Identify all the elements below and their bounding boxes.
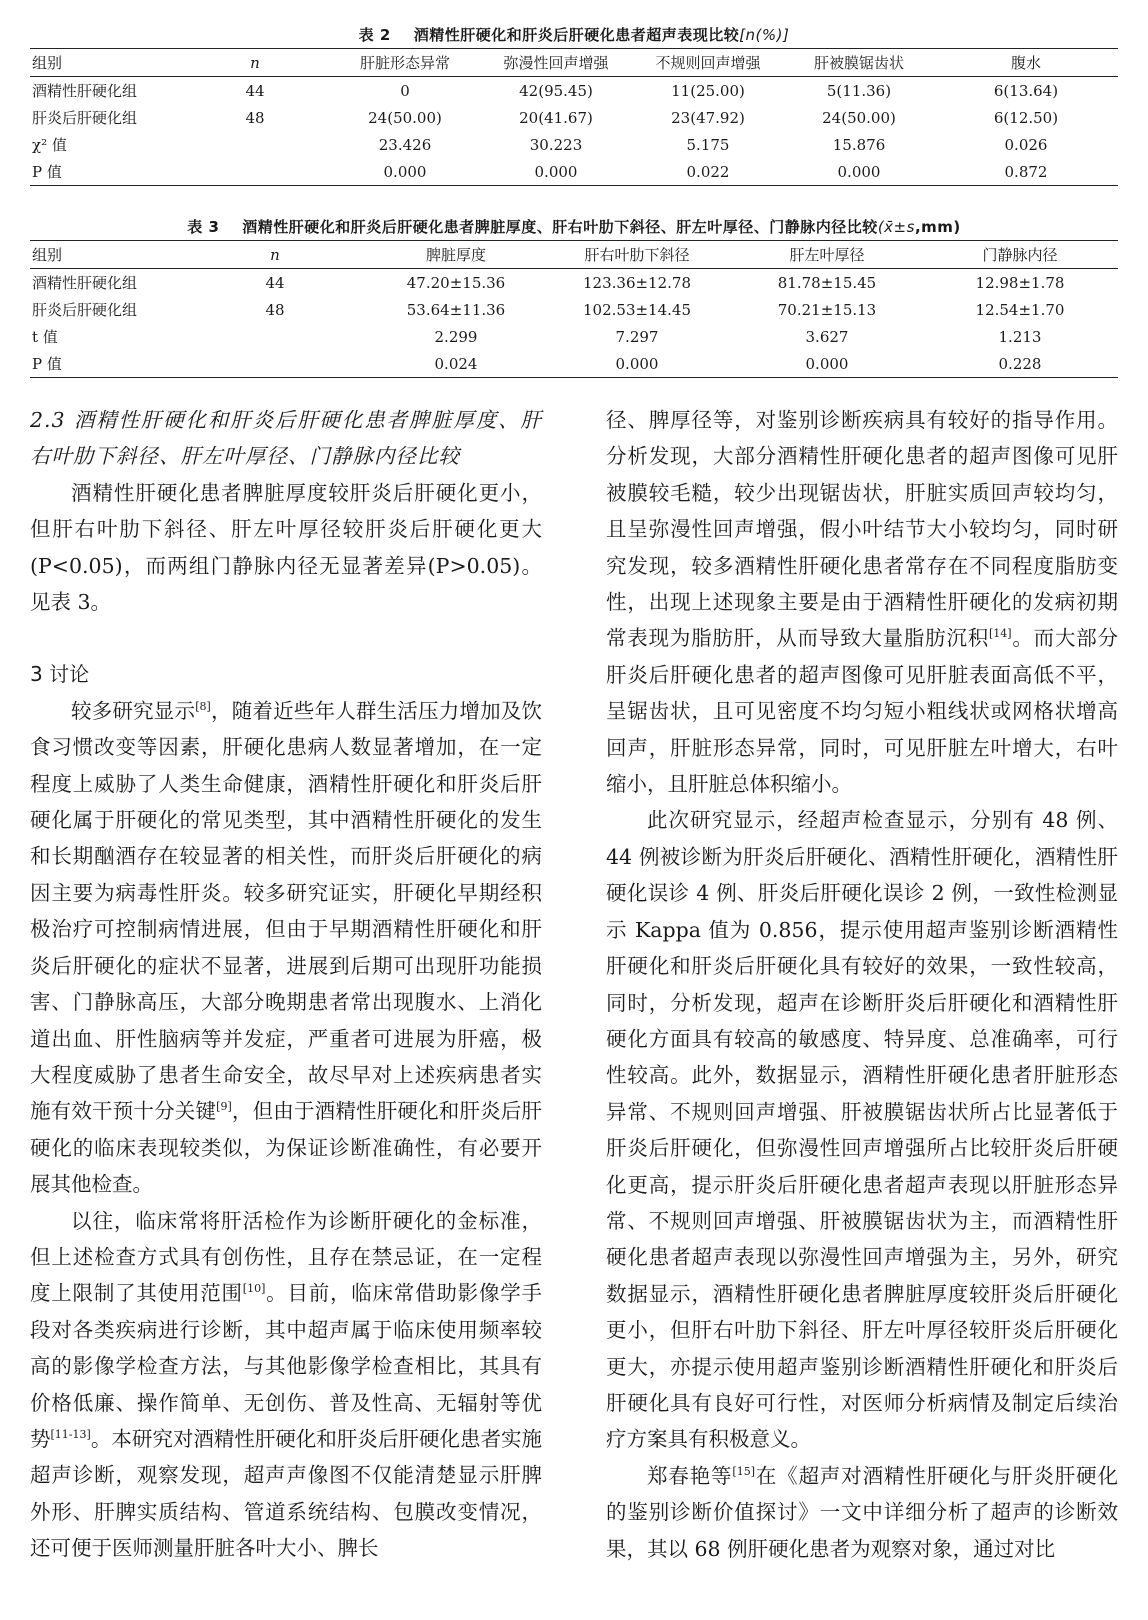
table2-cell: 0.026 xyxy=(1004,135,1048,154)
table2-column-header: n xyxy=(180,49,330,77)
table2-cell xyxy=(180,131,330,158)
table2-cell xyxy=(180,158,330,186)
table2-row xyxy=(30,104,1118,131)
table3-caption-title: 酒精性肝硬化和肝炎后肝硬化患者脾脏厚度、肝右叶肋下斜径、肝左叶厚径、门静脉内径比较 xyxy=(242,218,878,236)
table3-column-header: 肝右叶肋下斜径 xyxy=(542,241,732,269)
table2-cell: 5.175 xyxy=(686,135,730,154)
table3-column-header: 肝左叶厚径 xyxy=(732,241,922,269)
table2-column-header: 弥漫性回声增强 xyxy=(480,49,632,77)
table2-column-header: 不规则回声增强 xyxy=(632,49,784,77)
right-column xyxy=(606,402,1118,1567)
table3-cell: 2.299 xyxy=(434,327,478,346)
table3-caption-unit-mm: ,mm) xyxy=(914,218,961,236)
table3-row-label: 酒精性肝硬化组 xyxy=(32,274,138,292)
table2-cell: 44 xyxy=(245,81,265,100)
table3-cell: 0.024 xyxy=(370,350,542,378)
table2-cell: 0.000 xyxy=(330,158,480,186)
paragraph-results-2-3: 酒精性肝硬化患者脾脏厚度较肝炎后肝硬化更小，但肝右叶肋下斜径、肝左叶厚径较肝炎后肝硬化更大(P<0.05)，而两组门静脉内径无显著差异(P>0.05)。见表 3。 xyxy=(30,480,542,615)
table2-caption-unit: [n(%)] xyxy=(739,26,790,44)
table2-row-label: 酒精性肝硬化组 xyxy=(32,82,138,100)
table3-cell: 47.20±15.36 xyxy=(406,273,506,292)
table3-column-header: n xyxy=(180,241,370,269)
table2-cell: 0.000 xyxy=(784,158,934,186)
table2-cell: 42(95.45) xyxy=(519,81,593,100)
table3-column-header: 脾脏厚度 xyxy=(370,241,542,269)
table2 xyxy=(30,48,1118,186)
table2-row-label: χ² 值 xyxy=(32,136,67,154)
table2-cell: 23.426 xyxy=(378,135,432,154)
table3-column-header: 组别 xyxy=(30,241,180,269)
table3-row-label: P 值 xyxy=(30,350,180,378)
table2-cell: 30.223 xyxy=(529,135,583,154)
table3-cell: 44 xyxy=(265,273,285,292)
table2-column-header: 肝脏形态异常 xyxy=(330,49,480,77)
table3-caption-unit: (x̄±s xyxy=(877,218,915,236)
table3-cell: 81.78±15.45 xyxy=(777,273,877,292)
table3-caption xyxy=(30,216,1118,237)
table3-row-label: 肝炎后肝硬化组 xyxy=(32,301,138,319)
table3-row-label: t 值 xyxy=(32,328,58,346)
citation-11-13: [11-13] xyxy=(50,1428,91,1442)
table3-cell: 0.000 xyxy=(542,350,732,378)
table3-cell: 12.98±1.78 xyxy=(975,273,1065,292)
table2-cell: 20(41.67) xyxy=(519,108,593,127)
section-heading-discussion: 3 讨论 xyxy=(30,662,90,687)
left-column xyxy=(30,402,542,1567)
table2-row xyxy=(30,77,1118,105)
table2-cell: 6(12.50) xyxy=(993,108,1059,127)
table3-cell: 70.21±15.13 xyxy=(777,300,877,319)
table3-row xyxy=(30,323,1118,350)
table2-cell: 5(11.36) xyxy=(826,81,892,100)
table3-cell: 12.54±1.70 xyxy=(975,300,1065,319)
table3-cell: 102.53±14.45 xyxy=(583,300,691,319)
table3-cell: 53.64±11.36 xyxy=(406,300,506,319)
table3-cell: 3.627 xyxy=(805,327,849,346)
table3-cell: 0.000 xyxy=(732,350,922,378)
paragraph-discussion-continued: 径、脾厚径等，对鉴别诊断疾病具有较好的指导作用。分析发现，大部分酒精性肝硬化患者的超声图像可见肝被膜较毛糙，较少出现锯齿状，肝脏实质回声较均匀，且呈弥漫性回声增强，假小叶结节大小较均匀，同时研究发现，较多酒精性肝硬化患者常存在不同程度脂肪变性，出现上述现象主要是由于酒精性肝硬化的发病初期常表现为脂肪肝，从而导致大量脂肪沉积[14]。而大部分肝炎后肝硬化患者的超声图像可见肝脏表面高低不平，呈锯齿状，且可见密度不均匀短小粗线状或网格状增高回声，肝脏形态异常，同时，可见肝脏左叶增大，右叶缩小，且肝脏总体积缩小。 xyxy=(606,408,1119,797)
table2-column-header: 腹水 xyxy=(934,49,1118,77)
table3-cell: 0.228 xyxy=(922,350,1118,378)
table2-row xyxy=(30,131,1118,158)
table2-row-label: 肝炎后肝硬化组 xyxy=(32,109,138,127)
table3-cell: 1.213 xyxy=(998,327,1042,346)
paragraph-discussion-1: 较多研究显示[8]，随着近些年人群生活压力增加及饮食习惯改变等因素，肝硬化患病人数显著增加，在一定程度上威胁了人类生命健康，酒精性肝硬化和肝炎后肝硬化属于肝硬化的常见类型，其中酒精性肝硬化的发生和长期酗酒存在较显著的相关性，而肝炎后肝硬化的病因主要为病毒性肝炎。较多研究证实，肝硬化早期经积极治疗可控制病情进展，但由于早期酒精性肝硬化和肝炎后肝硬化的症状不显著，进展到后期可出现肝功能损害、门静脉高压，大部分晚期患者常出现腹水、上消化道出血、肝性脑病等并发症，严重者可进展为肝癌，极大程度威胁了患者生命安全，故尽早对上述疾病患者实施有效干预十分关键[9]，但由于酒精性肝硬化和肝炎后肝硬化的临床表现较类似，为保证诊断准确性，有必要开展其他检查。 xyxy=(30,698,543,1197)
table3-cell: 48 xyxy=(265,300,285,319)
table3-row xyxy=(30,350,1118,378)
paragraph-discussion-3: 此次研究显示，经超声检查显示，分别有 48 例、44 例被诊断为肝炎后肝硬化、酒精性肝硬化，酒精性肝硬化误诊 4 例、肝炎后肝硬化误诊 2 例，一致性检测显示 Kappa 值为 0.856，提示使用超声鉴别诊断酒精性肝硬化和肝炎后肝硬化具有较好的效果，一致性较高，同时，分析发现，超声在诊断肝炎后肝硬化和酒精性肝硬化方面具有较高的敏感度、特异度、总准确率，可行性较高。此外，数据显示，酒精性肝硬化患者肝脏形态异常、不规则回声增强、肝被膜锯齿状所占比显著低于肝炎后肝硬化，但弥漫性回声增强所占比较肝炎后肝硬化更高，提示肝炎后肝硬化患者超声表现以肝脏形态异常、不规则回声增强、肝被膜锯齿状为主，而酒精性肝硬化患者超声表现以弥漫性回声增强为主，另外，研究数据显示，酒精性肝硬化患者脾脏厚度较肝炎后肝硬化更小，但肝右叶肋下斜径、肝左叶厚径较肝炎后肝硬化更大，亦提示使用超声鉴别诊断酒精性肝硬化和肝炎后肝硬化具有良好可行性，对医师分析病情及制定后续治疗方案具有积极意义。 xyxy=(606,808,1118,1452)
table2-row xyxy=(30,158,1118,186)
citation-10: [10] xyxy=(242,1282,266,1296)
paragraph-discussion-4: 郑春艳等[15]在《超声对酒精性肝硬化与肝炎肝硬化的鉴别诊断价值探讨》一文中详细分析了超声的诊断效果，其以 68 例肝硬化患者为观察对象，通过对比 xyxy=(606,1463,1119,1561)
table3-row xyxy=(30,269,1118,297)
table3-header-row xyxy=(30,241,1118,269)
table3-cell: 123.36±12.78 xyxy=(583,273,691,292)
table2-cell: 11(25.00) xyxy=(671,81,745,100)
citation-9: [9] xyxy=(216,1100,232,1114)
table2-cell: 24(50.00) xyxy=(822,108,896,127)
table2-column-header: 组别 xyxy=(30,49,180,77)
table2-cell: 0.022 xyxy=(632,158,784,186)
table2-caption-title: 酒精性肝硬化和肝炎后肝硬化患者超声表现比较 xyxy=(413,26,740,44)
table2-cell: 15.876 xyxy=(832,135,886,154)
table3-caption-prefix: 表 3 xyxy=(187,218,220,236)
table2-row-label: P 值 xyxy=(30,158,180,186)
table2-cell: 24(50.00) xyxy=(368,108,442,127)
citation-15: [15] xyxy=(732,1464,756,1478)
table2-cell: 0.000 xyxy=(480,158,632,186)
subsection-heading-2-3: 2.3 酒精性肝硬化和肝炎后肝硬化患者脾脏厚度、肝右叶肋下斜径、肝左叶厚径、门静脉内径比较 xyxy=(30,408,542,469)
table3 xyxy=(30,240,1118,378)
table3-cell: 7.297 xyxy=(615,327,659,346)
table2-cell: 6(13.64) xyxy=(993,81,1059,100)
table2-cell: 23(47.92) xyxy=(671,108,745,127)
table2-header-row xyxy=(30,49,1118,77)
paragraph-discussion-2: 以往，临床常将肝活检作为诊断肝硬化的金标准，但上述检查方式具有创伤性，且存在禁忌证，在一定程度上限制了其使用范围[10]。目前，临床常借助影像学手段对各类疾病进行诊断，其中超声属于临床使用频率较高的影像学检查方法，与其他影像学检查相比，其具有价格低廉、操作简单、无创伤、普及性高、无辐射等优势[11-13]。本研究对酒精性肝硬化和肝炎后肝硬化患者实施超声诊断，观察发现，超声声像图不仅能清楚显示肝脾外形、肝脾实质结构、管道系统结构、包膜改变情况，还可便于医师测量肝脏各叶大小、脾长 xyxy=(30,1208,543,1561)
table2-cell: 48 xyxy=(245,108,265,127)
table3-cell xyxy=(180,323,370,350)
table2-caption-prefix: 表 2 xyxy=(358,26,391,44)
table3-row xyxy=(30,296,1118,323)
table2-caption xyxy=(30,24,1118,45)
citation-8: [8] xyxy=(195,700,211,714)
table3-column-header: 门静脉内径 xyxy=(922,241,1118,269)
table2-column-header: 肝被膜锯齿状 xyxy=(784,49,934,77)
table2-cell: 0 xyxy=(400,81,410,100)
citation-14: [14] xyxy=(989,627,1012,641)
table3-cell xyxy=(180,350,370,378)
table2-cell: 0.872 xyxy=(934,158,1118,186)
